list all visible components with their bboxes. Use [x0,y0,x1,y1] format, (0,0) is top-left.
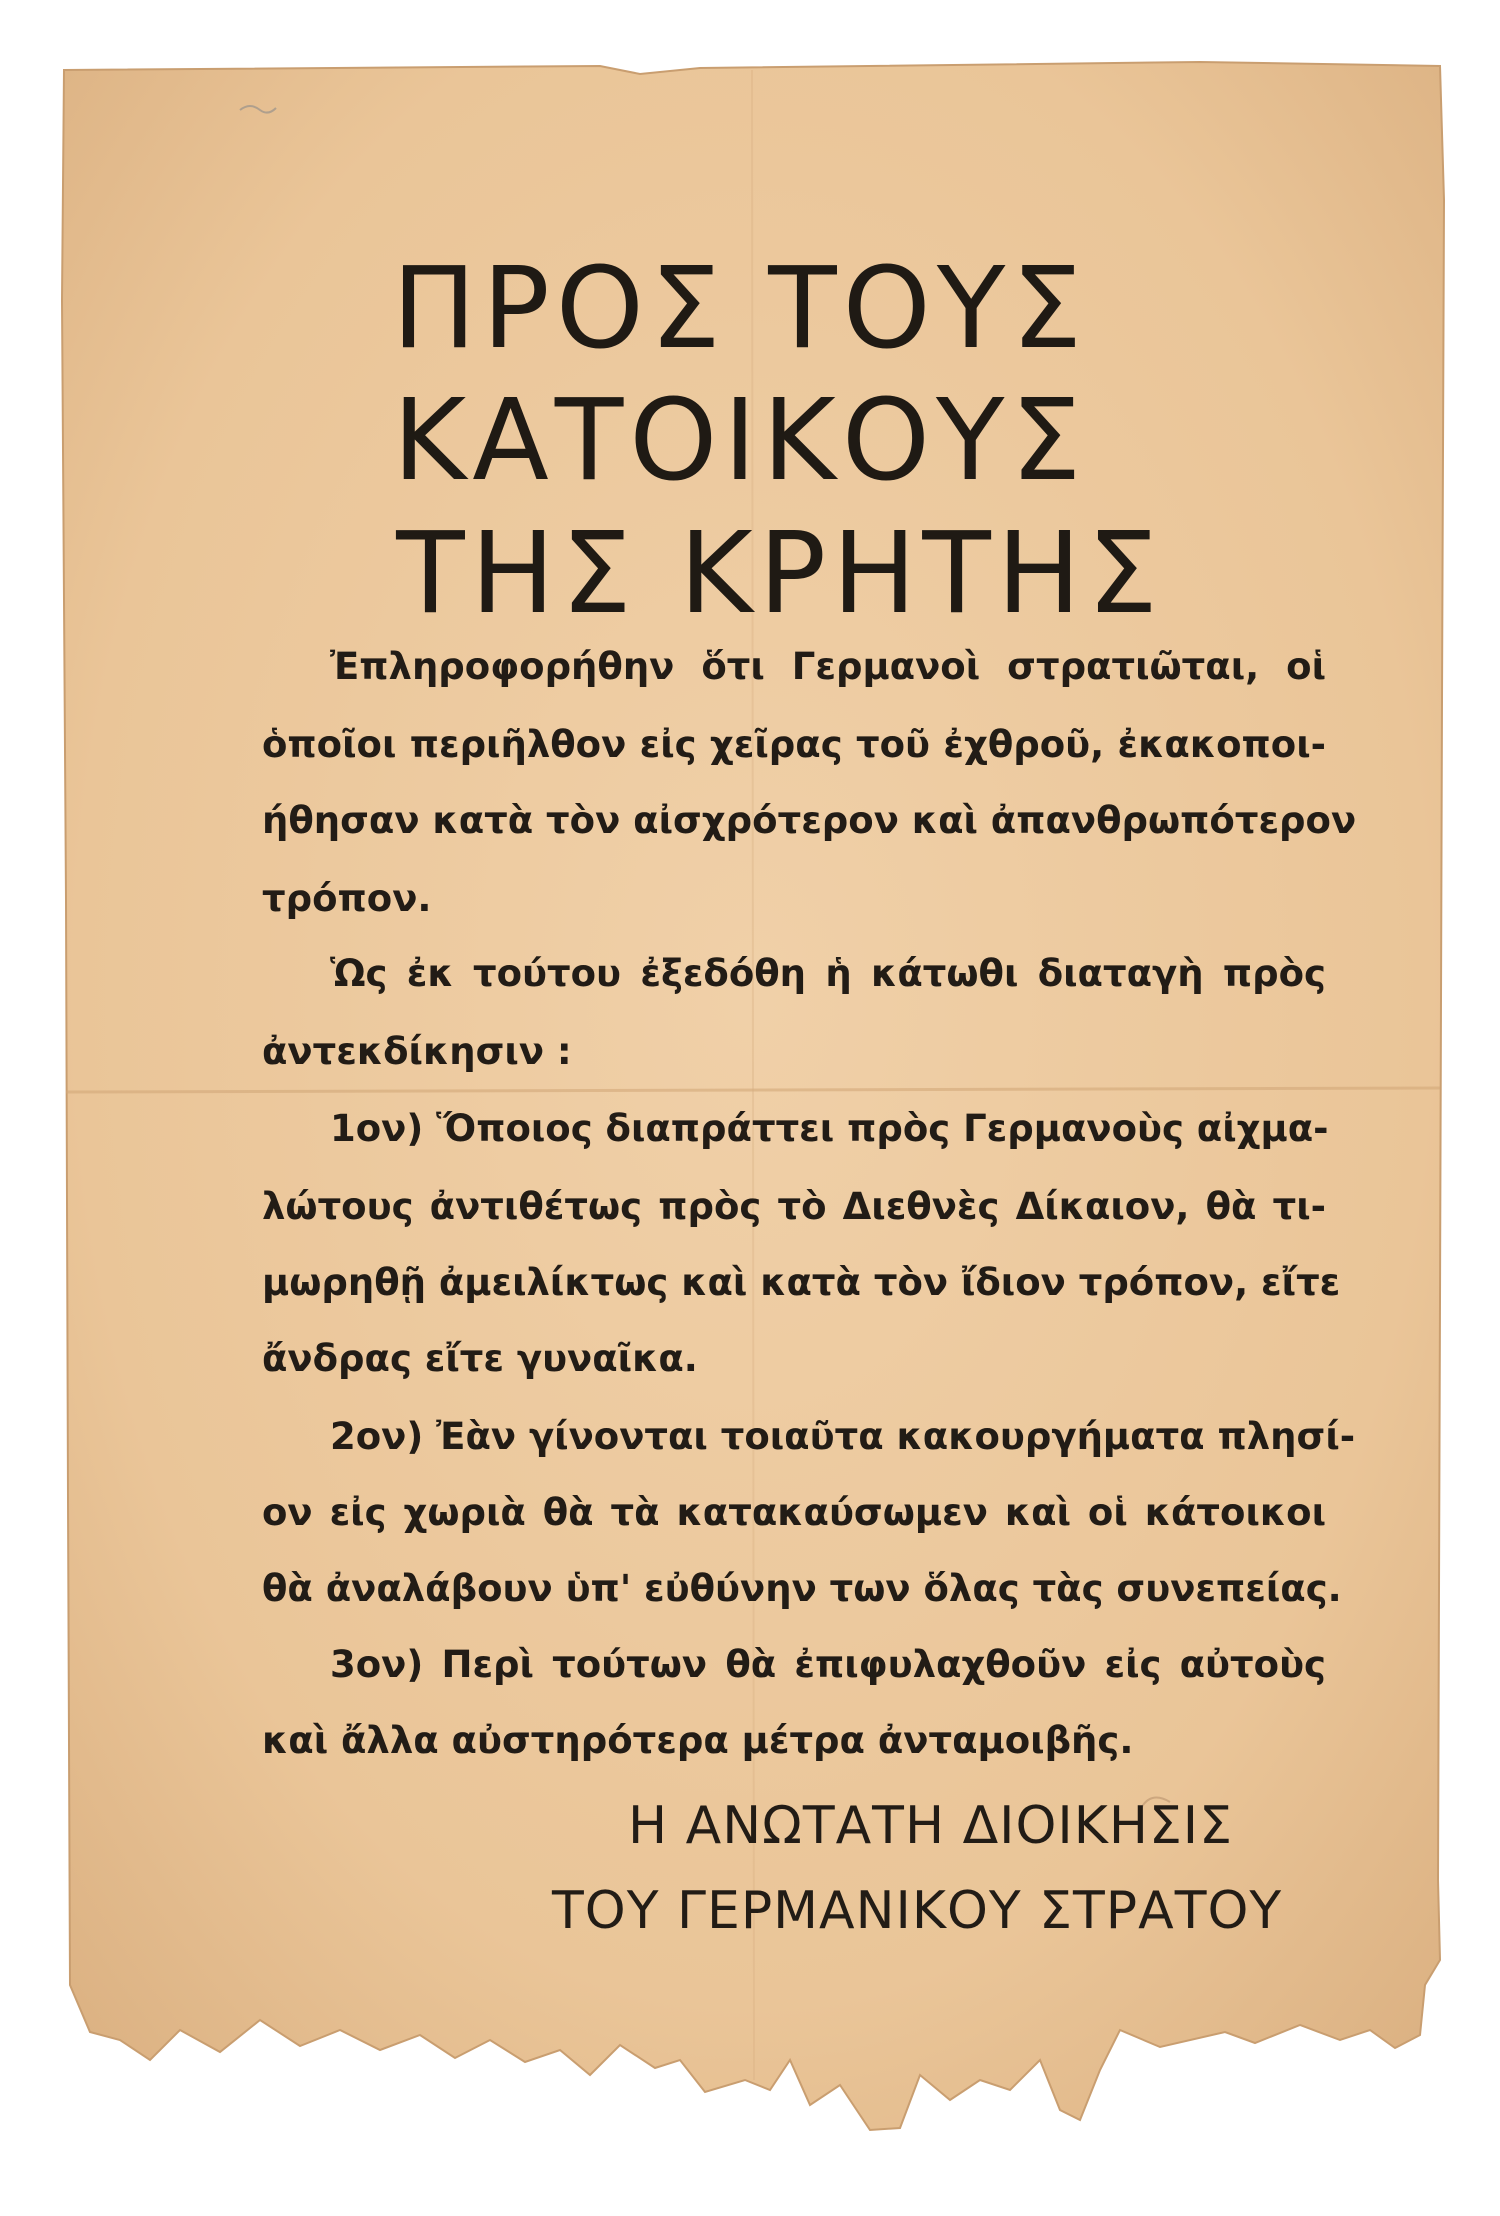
intro-line: ήθησαν κατὰ τὸν αἰσχρότερον καὶ ἀπανθρωπότερον [262,799,1357,842]
point-2-line: 2ον) Ἐὰν γίνονται τοιαῦτα κακουργήματα πλησί- [330,1415,1356,1458]
intro-line: Ἐπληροφορήθην ὅτι Γερμανοὶ στρατιῶται, οἱ [330,645,1326,688]
order-intro-line: Ὡς ἐκ τούτου ἐξεδόθη ἡ κάτωθι διαταγὴ πρὸς [330,952,1326,995]
intro-line: ὁποῖοι περιῆλθον εἰς χεῖρας τοῦ ἐχθροῦ, ἐκακοποι- [262,723,1326,766]
intro-line: τρόπον. [262,877,432,920]
point-1-line: λώτους ἀντιθέτως πρὸς τὸ Διεθνὲς Δίκαιον, θὰ τι- [262,1185,1326,1228]
order-intro-line: ἀντεκδίκησιν : [262,1030,572,1073]
title-line-2: ΚΑΤΟΙΚΟΥΣ [392,376,1088,506]
point-3-line: καὶ ἄλλα αὐστηρότερα μέτρα ἀνταμοιβῆς. [262,1719,1134,1762]
point-1-line: ἄνδρας εἴτε γυναῖκα. [262,1337,698,1380]
point-2-line: θὰ ἀναλάβουν ὑπ' εὐθύνην των ὅλας τὰς συνεπείας. [262,1567,1342,1610]
point-1-line: 1ον) Ὅποιος διαπράττει πρὸς Γερμανοὺς αἰχμα- [330,1107,1329,1150]
title-line-1: ΠΡΟΣ ΤΟΥΣ [391,244,1089,374]
point-3-line: 3ον) Περὶ τούτων θὰ ἐπιφυλαχθοῦν εἰς αὐτοὺς [330,1643,1326,1686]
point-1-line: μωρηθῇ ἀμειλίκτως καὶ κατὰ τὸν ἴδιον τρόπον, εἴτε [262,1261,1341,1304]
signature-line-1: Η ΑΝΩΤΑΤΗ ΔΙΟΙΚΗΣΙΣ [628,1796,1233,1856]
point-2-line: ον εἰς χωριὰ θὰ τὰ κατακαύσωμεν καὶ οἱ κάτοικοι [262,1491,1326,1534]
title-line-3: ΤΗΣ ΚΡΗΤΗΣ [396,509,1164,639]
signature-line-2: ΤΟΥ ΓΕΡΜΑΝΙΚΟΥ ΣΤΡΑΤΟΥ [552,1881,1283,1941]
